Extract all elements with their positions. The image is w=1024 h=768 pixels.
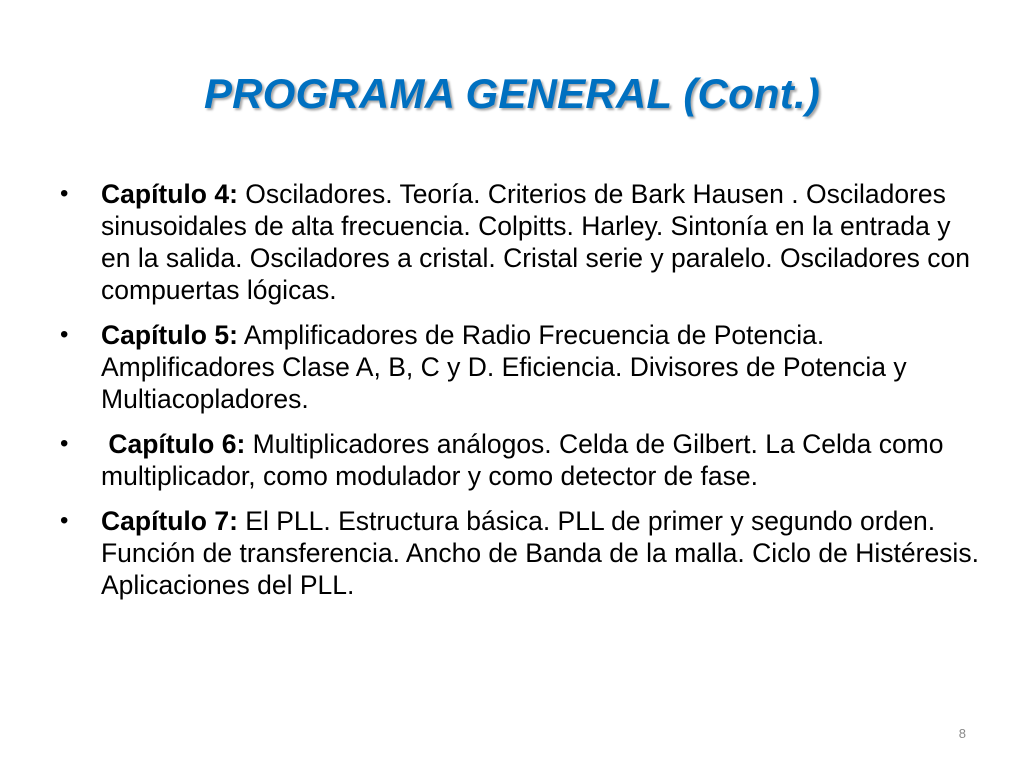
bullet-heading: Capítulo 5: bbox=[101, 320, 238, 350]
bullet-item-capitulo-7 bbox=[60, 505, 980, 601]
bullet-list bbox=[60, 178, 980, 614]
bullet-icon: • bbox=[60, 180, 69, 207]
bullet-text: Osciladores. Teoría. Criterios de Bark Hausen . Osciladores sinusoidales de alta frecuencia. Colpitts. Harley. Sintonía en la entrada y en la salida. Osciladores a cristal. Cristal serie y paralelo. Osciladores con compuertas lógicas. bbox=[101, 179, 970, 305]
bullet-heading: Capítulo 4: bbox=[101, 179, 238, 209]
bullet-icon: • bbox=[60, 321, 69, 348]
bullet-text: El PLL. Estructura básica. PLL de primer y segundo orden. Función de transferencia. Ancho de Banda de la malla. Ciclo de Histéresis. Aplicaciones del PLL. bbox=[101, 506, 979, 600]
bullet-item-capitulo-5 bbox=[60, 319, 980, 415]
bullet-text: Amplificadores de Radio Frecuencia de Potencia. Amplificadores Clase A, B, C y D. Eficiencia. Divisores de Potencia y Multiacopladores. bbox=[101, 320, 907, 414]
bullet-heading: Capítulo 7: bbox=[101, 506, 238, 536]
bullet-heading: Capítulo 6: bbox=[101, 429, 246, 459]
bullet-text: Multiplicadores análogos. Celda de Gilbert. La Celda como multiplicador, como modulador y como detector de fase. bbox=[101, 429, 944, 491]
bullet-icon: • bbox=[60, 430, 69, 457]
slide-title: PROGRAMA GENERAL (Cont.) bbox=[203, 70, 821, 117]
page-number: 8 bbox=[958, 726, 966, 741]
bullet-item-capitulo-6 bbox=[60, 428, 980, 492]
bullet-item-capitulo-4 bbox=[60, 178, 980, 306]
bullet-icon: • bbox=[60, 507, 69, 534]
